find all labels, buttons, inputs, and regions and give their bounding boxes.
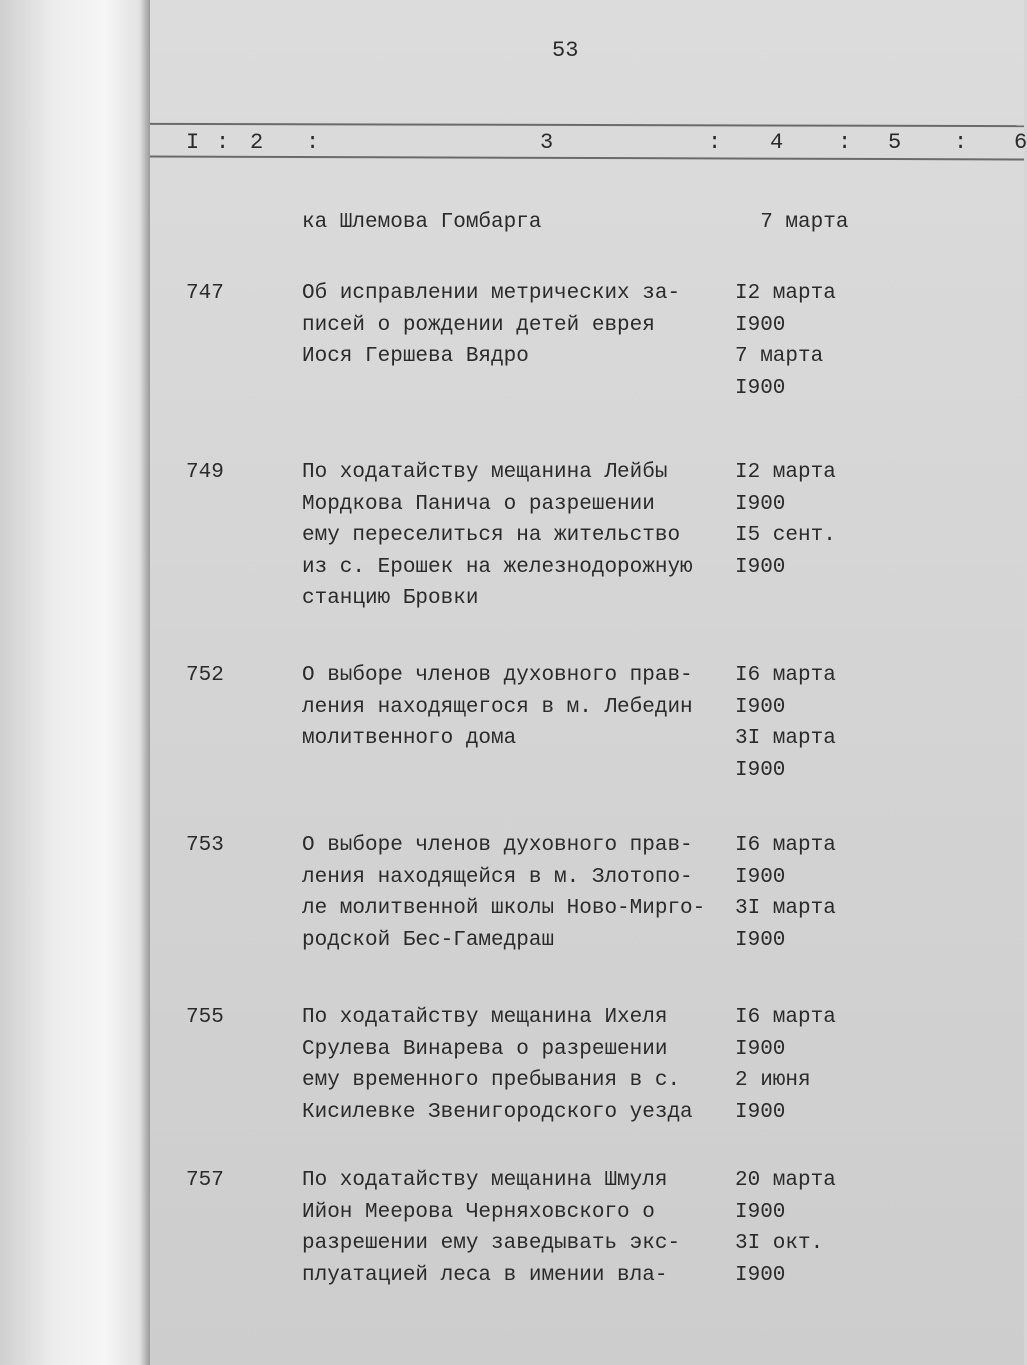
title-line: из с. Ерошек на железнодорожную bbox=[302, 555, 693, 579]
record-title bbox=[302, 1165, 680, 1291]
date-line: 7 марта bbox=[735, 345, 824, 368]
record-dates bbox=[735, 278, 836, 404]
date-line: 3I марта bbox=[735, 897, 836, 920]
col-5: 5 bbox=[888, 130, 902, 155]
date-line: 7 марта bbox=[735, 211, 849, 234]
title-line: О выборе членов духовного прав- bbox=[302, 834, 693, 857]
record-dates bbox=[735, 830, 836, 956]
date-line: I900 bbox=[735, 376, 786, 400]
date-line: I900 bbox=[735, 865, 786, 889]
col-sep: : bbox=[838, 130, 852, 155]
col-sep: : bbox=[306, 130, 320, 155]
title-line: разрешении ему заведывать экс- bbox=[302, 1232, 681, 1255]
document-page bbox=[150, 0, 1027, 1365]
record-title bbox=[302, 660, 693, 755]
title-line: Иося Гершева Вядро bbox=[302, 345, 529, 368]
title-line: ему переселиться на жительство bbox=[302, 524, 681, 547]
title-line: Ийон Меерова Черняховского о bbox=[302, 1200, 655, 1224]
date-line: I2 марта bbox=[735, 461, 836, 484]
date-line: I5 сент. bbox=[735, 524, 836, 547]
col-1: I bbox=[186, 130, 200, 155]
header-rule-bottom bbox=[150, 155, 1024, 160]
date-line: I900 bbox=[735, 1037, 786, 1061]
title-line: ка Шлемова Гомбарга bbox=[302, 211, 542, 234]
title-line: ления находящегося в м. Лебедин bbox=[302, 695, 693, 719]
col-sep: : bbox=[954, 130, 968, 155]
title-line: ему временного пребывания в с. bbox=[302, 1069, 681, 1092]
date-line: I900 bbox=[735, 928, 786, 952]
title-line: родской Бес-Гамедраш bbox=[302, 928, 555, 952]
date-line: 20 марта bbox=[735, 1169, 836, 1192]
record-dates bbox=[735, 1002, 836, 1128]
col-6: 6 bbox=[1014, 130, 1027, 155]
record-dates bbox=[735, 457, 836, 583]
title-line: молитвенного дома bbox=[302, 727, 517, 750]
col-2: 2 bbox=[250, 130, 264, 155]
title-line: ле молитвенной школы Ново-Мирго- bbox=[302, 897, 706, 920]
record-number: 749 bbox=[186, 461, 224, 484]
date-line: I900 bbox=[735, 492, 786, 516]
title-line: По ходатайству мещанина Ихеля bbox=[302, 1006, 668, 1029]
record-title bbox=[302, 207, 541, 239]
title-line: станцию Бровки bbox=[302, 587, 479, 610]
title-line: писей о рождении детей еврея bbox=[302, 313, 655, 337]
record-title bbox=[302, 457, 693, 615]
date-line: I900 bbox=[735, 1100, 786, 1124]
date-line: 3I марта bbox=[735, 727, 836, 750]
title-line: По ходатайству мещанина Лейбы bbox=[302, 461, 668, 484]
date-line: I900 bbox=[735, 1200, 786, 1224]
date-line: I900 bbox=[735, 313, 786, 337]
col-sep: : bbox=[216, 130, 230, 155]
record-number: 752 bbox=[186, 664, 224, 687]
col-sep: : bbox=[708, 130, 722, 155]
date-line: I900 bbox=[735, 695, 786, 719]
date-line: I900 bbox=[735, 555, 786, 579]
record-dates bbox=[735, 1165, 836, 1291]
title-line: ления находящейся в м. Злотопо- bbox=[302, 865, 693, 889]
record-number: 757 bbox=[186, 1169, 224, 1192]
title-line: плуатацией леса в имении вла- bbox=[302, 1263, 668, 1287]
page-number: 53 bbox=[552, 38, 579, 63]
col-3: 3 bbox=[540, 130, 554, 155]
record-dates bbox=[735, 660, 836, 786]
date-line: 3I окт. bbox=[735, 1232, 824, 1255]
record-number: 755 bbox=[186, 1006, 224, 1029]
title-line: Мордкова Панича о разрешении bbox=[302, 492, 655, 516]
title-line: Кисилевке Звенигородского уезда bbox=[302, 1100, 693, 1124]
record-title bbox=[302, 1002, 693, 1128]
date-line: I6 марта bbox=[735, 1006, 836, 1029]
date-line: I2 марта bbox=[735, 282, 836, 305]
date-line: 2 июня bbox=[735, 1069, 811, 1092]
record-number: 753 bbox=[186, 834, 224, 857]
title-line: Об исправлении метрических за- bbox=[302, 282, 681, 305]
facing-page-margin bbox=[0, 0, 150, 1365]
date-line: I6 марта bbox=[735, 834, 836, 857]
title-line: О выборе членов духовного прав- bbox=[302, 664, 693, 687]
title-line: По ходатайству мещанина Шмуля bbox=[302, 1169, 668, 1192]
col-4: 4 bbox=[770, 130, 784, 155]
date-line: I900 bbox=[735, 1263, 786, 1287]
date-line: I900 bbox=[735, 758, 786, 782]
header-rule-top bbox=[150, 123, 1024, 127]
record-title bbox=[302, 278, 680, 373]
record-number: 747 bbox=[186, 282, 224, 305]
date-line: I6 марта bbox=[735, 664, 836, 687]
record-title bbox=[302, 830, 705, 956]
record-dates bbox=[735, 207, 848, 239]
title-line: Срулева Винарева о разрешении bbox=[302, 1037, 668, 1061]
